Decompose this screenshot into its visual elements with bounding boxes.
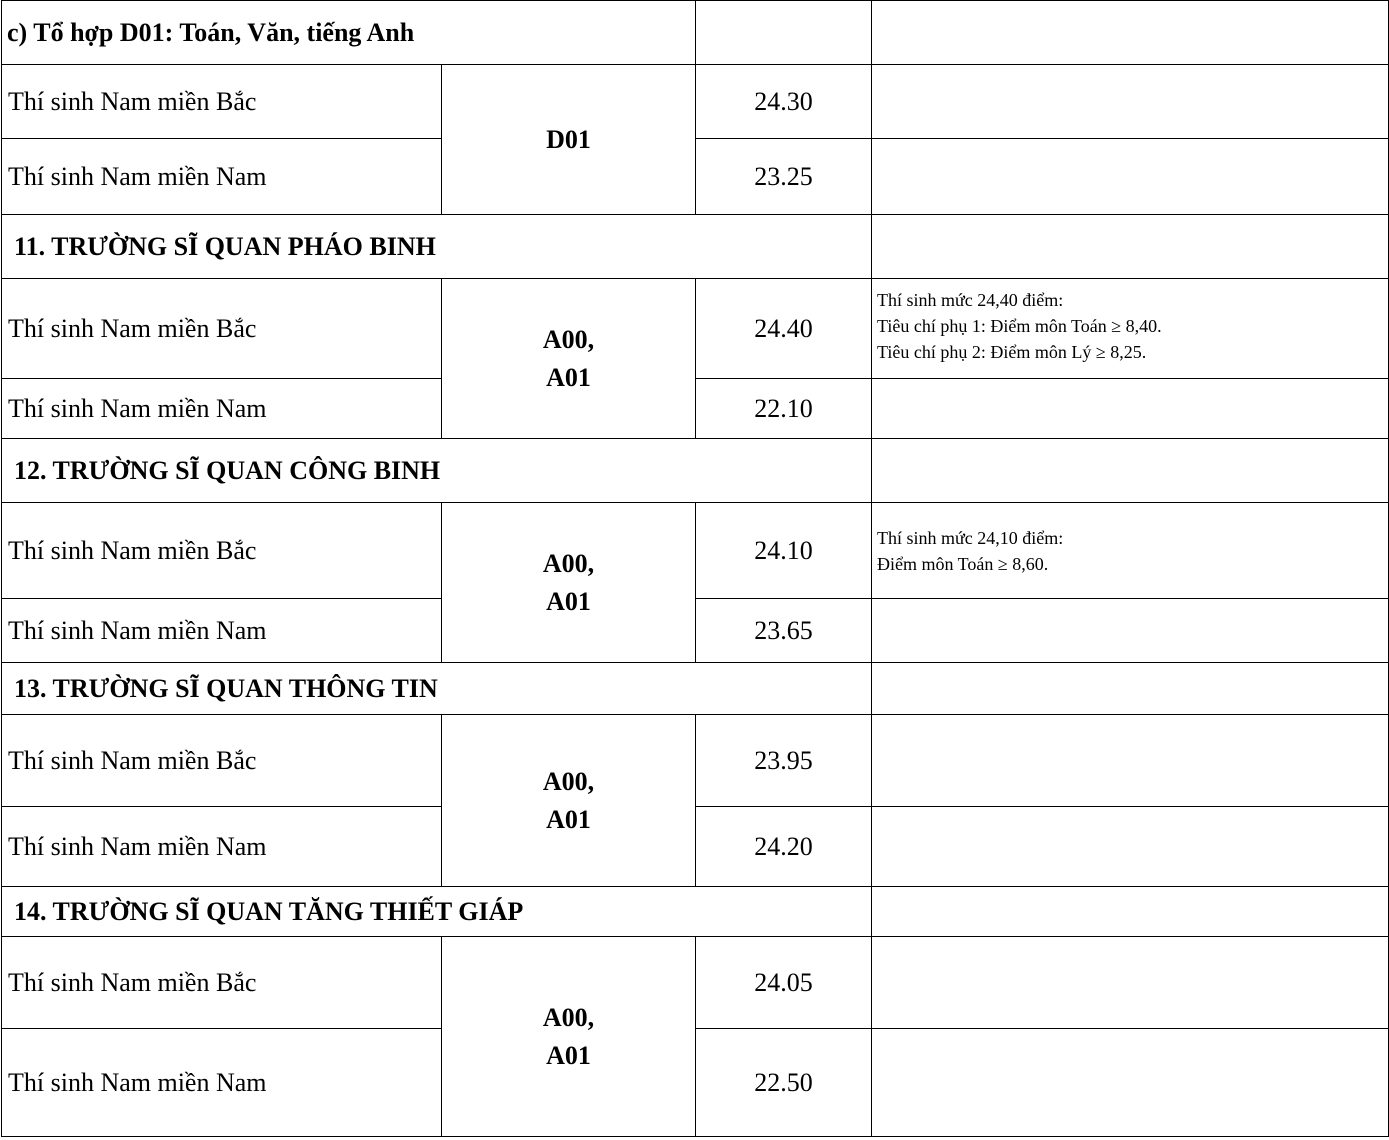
note-cell [872,503,1389,599]
candidate-label: Thí sinh Nam miền Nam [2,599,442,663]
subject-code: A00, A01 [442,937,696,1137]
score-value: 23.25 [696,139,872,215]
table-row [2,139,1389,215]
score-value: 22.50 [696,1029,872,1137]
score-value: 24.20 [696,807,872,887]
score-value: 24.10 [696,503,872,599]
table-row [2,663,1389,715]
note-cell [872,279,1389,379]
table-row [2,439,1389,503]
note-line: Điểm môn Toán ≥ 8,60. [877,554,1049,574]
note-line: Tiêu chí phụ 2: Điểm môn Lý ≥ 8,25. [877,342,1147,362]
school-title: 13. TRƯỜNG SĨ QUAN THÔNG TIN [2,663,872,715]
table-row [2,379,1389,439]
candidate-label: Thí sinh Nam miền Bắc [2,65,442,139]
table-row [2,1,1389,65]
table-row [2,937,1389,1029]
candidate-label: Thí sinh Nam miền Nam [2,1029,442,1137]
candidate-label: Thí sinh Nam miền Bắc [2,279,442,379]
note-line: Thí sinh mức 24,10 điểm: [877,528,1064,548]
score-value: 24.40 [696,279,872,379]
school-title: 11. TRƯỜNG SĨ QUAN PHÁO BINH [2,215,872,279]
table-row [2,279,1389,379]
note-line: Tiêu chí phụ 1: Điểm môn Toán ≥ 8,40. [877,316,1162,336]
subject-code: A00, A01 [442,279,696,439]
table-row [2,715,1389,807]
candidate-label: Thí sinh Nam miền Nam [2,807,442,887]
table-row [2,807,1389,887]
score-value: 24.05 [696,937,872,1029]
table-row [2,887,1389,937]
table-row [2,503,1389,599]
candidate-label: Thí sinh Nam miền Bắc [2,715,442,807]
candidate-label: Thí sinh Nam miền Nam [2,139,442,215]
table-row [2,1029,1389,1137]
table-row [2,65,1389,139]
subject-code: A00, A01 [442,503,696,663]
score-value: 22.10 [696,379,872,439]
candidate-label: Thí sinh Nam miền Bắc [2,937,442,1029]
score-value: 24.30 [696,65,872,139]
admission-score-table [1,0,1389,1137]
candidate-label: Thí sinh Nam miền Bắc [2,503,442,599]
score-value: 23.65 [696,599,872,663]
group-header: c) Tổ hợp D01: Toán, Văn, tiếng Anh [2,1,442,65]
table-row [2,215,1389,279]
school-title: 12. TRƯỜNG SĨ QUAN CÔNG BINH [2,439,872,503]
subject-code: D01 [442,65,696,215]
table-row [2,599,1389,663]
note-line: Thí sinh mức 24,40 điểm: [877,290,1064,310]
score-value: 23.95 [696,715,872,807]
candidate-label: Thí sinh Nam miền Nam [2,379,442,439]
subject-code: A00, A01 [442,715,696,887]
school-title: 14. TRƯỜNG SĨ QUAN TĂNG THIẾT GIÁP [2,887,872,937]
